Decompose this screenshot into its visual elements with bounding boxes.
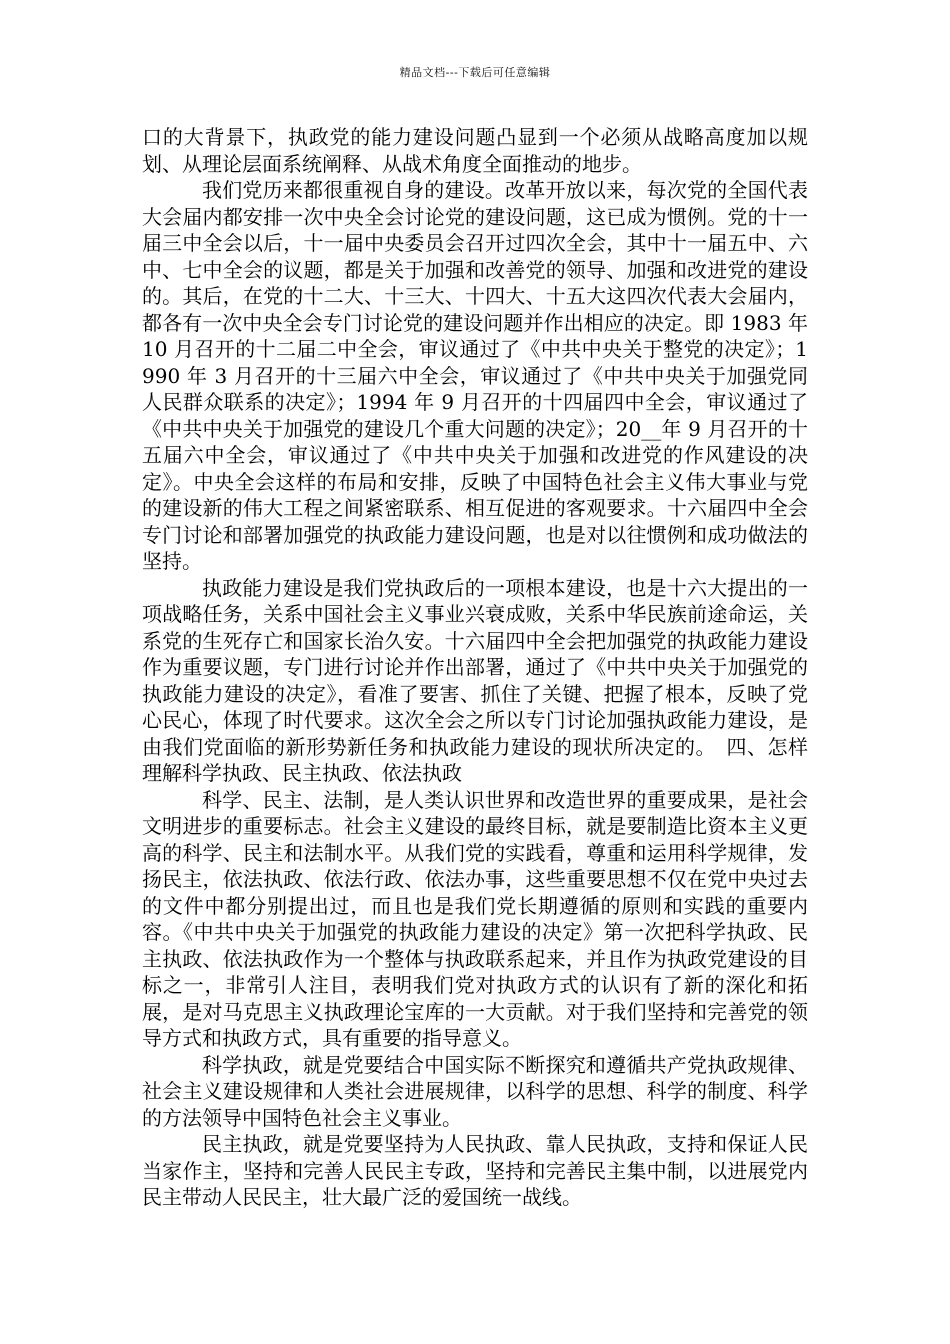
paragraph: 科学执政，就是党要结合中国实际不断探究和遵循共产党执政规律、社会主义建设规律和人类社会进展规律，以科学的思想、科学的制度、科学的方法领导中国特色社会主义事业。 [142, 1052, 808, 1130]
document-body [142, 124, 808, 1211]
paragraph: 我们党历来都很重视自身的建设。改革开放以来，每次党的全国代表大会届内都安排一次中央全会讨论党的建设问题，这已成为惯例。党的十一届三中全会以后，十一届中央委员会召开过四次全会，其中十一届五中、六中、七中全会的议题，都是关于加强和改善党的领导、加强和改进党的建设的。其后，在党的十二大、十三大、十四大、十五大这四次代表大会届内，都各有一次中央全会专门讨论党的建设问题并作出相应的决定。即 1983 年 10 月召开的十二届二中全会，审议通过了《中共中央关于整党的决定》；1990 年 3 月召开的十三届六中全会，审议通过了《中共中央关于加强党同人民群众联系的决定》；1994 年 9 月召开的十四届四中全会，审议通过了《中共中央关于加强党的建设几个重大问题的决定》；20__年 9 月召开的十五届六中全会，审议通过了《中共中央关于加强和改进党的作风建设的决定》。中央全会这样的布局和安排，反映了中国特色社会主义伟大事业与党的建设新的伟大工程之间紧密联系、相互促进的客观要求。十六届四中全会专门讨论和部署加强党的执政能力建设问题，也是对以往惯例和成功做法的坚持。 [142, 178, 808, 573]
page-header: 精品文档---下载后可任意编辑 [399, 66, 551, 79]
paragraph-continuation: 口的大背景下，执政党的能力建设问题凸显到一个必须从战略高度加以规划、从理论层面系统阐释、从战术角度全面推动的地步。 [142, 125, 808, 176]
paragraph: 民主执政，就是党要坚持为人民执政、靠人民执政，支持和保证人民当家作主，坚持和完善人民民主专政，坚持和完善民主集中制，以进展党内民主带动人民民主，壮大最广泛的爱国统一战线。 [142, 1132, 808, 1209]
paragraph: 执政能力建设是我们党执政后的一项根本建设，也是十六大提出的一项战略任务，关系中国社会主义事业兴衰成败，关系中华民族前途命运，关系党的生死存亡和国家长治久安。十六届四中全会把加强党的执政能力建设作为重要议题，专门进行讨论并作出部署，通过了《中共中央关于加强党的执政能力建设的决定》，看准了要害、抓住了关键、把握了根本，反映了党心民心，体现了时代要求。这次全会之所以专门讨论加强执政能力建设，是由我们党面临的新形势新任务和执政能力建设的现状所决定的。 四、怎样理解科学执政、民主执政、依法执政 [142, 575, 808, 785]
paragraph: 科学、民主、法制，是人类认识世界和改造世界的重要成果，是社会文明进步的重要标志。社会主义建设的最终目标，就是要制造比资本主义更高的科学、民主和法制水平。从我们党的实践看，尊重和运用科学规律，发扬民主，依法执政、依法行政、依法办事，这些重要思想不仅在党中央过去的文件中都分别提出过，而且也是我们党长期遵循的原则和实践的重要内容。《中共中央关于加强党的执政能力建设的决定》第一次把科学执政、民主执政、依法执政作为一个整体与执政联系起来，并且作为执政党建设的目标之一，非常引人注目，表明我们党对执政方式的认识有了新的深化和拓展，是对马克思主义执政理论宝库的一大贡献。对于我们坚持和完善党的领导方式和执政方式，具有重要的指导意义。 [142, 787, 808, 1050]
